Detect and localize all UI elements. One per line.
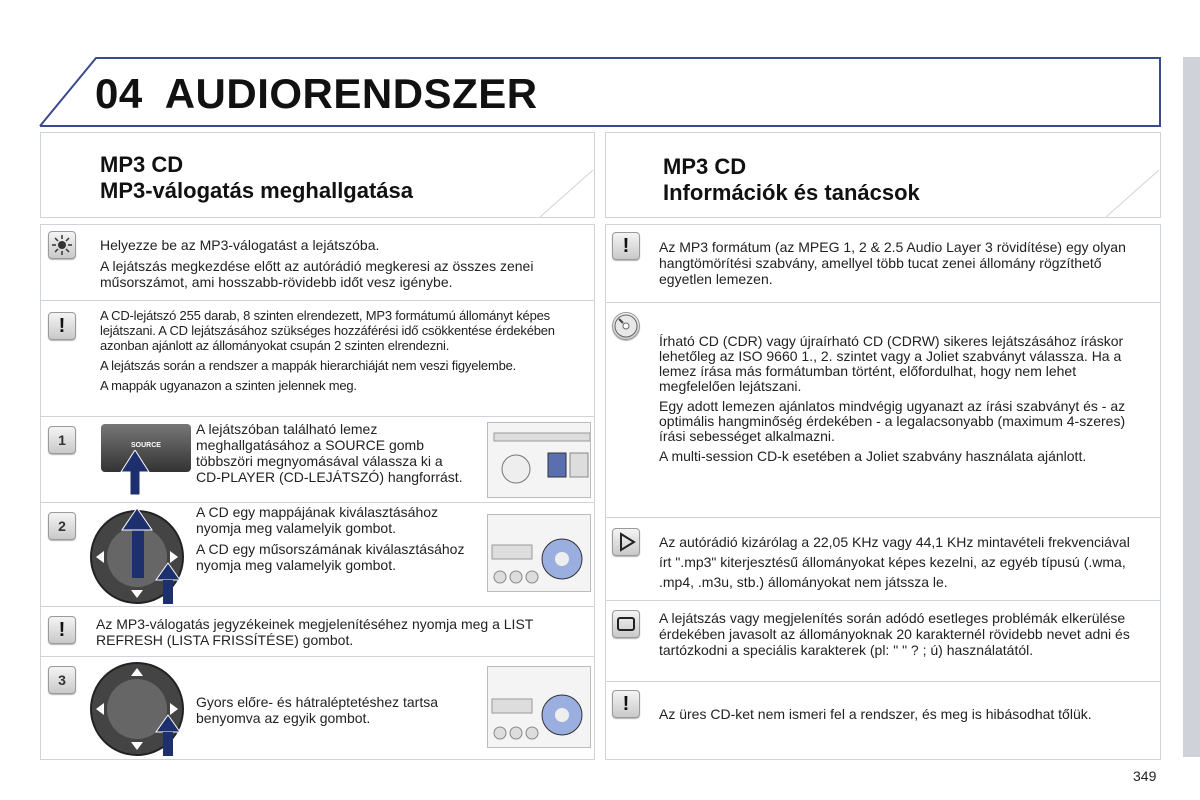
left-row1-text [100,237,570,295]
right-title-corner [1096,170,1160,218]
radio-unit-illustration [487,422,591,498]
step1-text: A lejátszóban található lemez meghallgatásához a SOURCE gomb többszöri megnyomásával válassza ki a CD-PLAYER (CD-LEJÁTSZÓ) hangforrást. [196,421,463,485]
play-triangle-glyph [613,529,639,555]
exclamation-icon [48,616,76,644]
step2-text2: A CD egy műsorszámának kiválasztásához nyomja meg valamelyik gombot. [196,541,465,573]
left-section-title [100,152,413,204]
divider [605,517,1161,518]
right-row2-text [659,334,1149,469]
exclamation-icon [48,312,76,340]
radio-unit-illustration [487,514,591,592]
exclamation-icon [612,232,640,260]
chapter-title: AUDIORENDSZER [164,70,538,117]
divider [605,302,1161,303]
sun-bulb-icon [48,231,76,259]
right-title-line1: MP3 CD [663,154,747,179]
right-row2-p2: Egy adott lemezen ajánlatos mindvégig ugyanazt az írási szabványt és - az optimális hangminőség érdekében - a legalacsonyabb (maximum 4-szeres) írási sebességet alkalmazni. [659,398,1126,444]
right-content-panel [605,224,1161,760]
left-title-corner [530,170,594,218]
source-button-illustration: SOURCE [101,424,191,472]
direction-pad-illustration [88,660,186,758]
left-row1-p1: Helyezze be az MP3-válogatást a lejátszóba. [100,237,380,253]
right-row3-text: Az autórádió kizárólag a 22,05 KHz vagy 44,1 KHz mintavételi frekvenciával írt ".mp3" kiterjesztésű állományokat képes kezelni, az egyéb típusú (.wma, .mp4, .m3u, stb.) állományokat nem játssza le. [659,534,1130,590]
right-row5-text: Az üres CD-ket nem ismeri fel a rendszer, és meg is hibásodhat tőlük. [659,706,1092,722]
step2-text1: A CD egy mappájának kiválasztásához nyomja meg valamelyik gombot. [196,504,439,536]
sidebar-tab [1183,57,1200,757]
cd-disc-glyph [613,313,639,339]
right-row2-p1: Írható CD (CDR) vagy újraírható CD (CDRW) sikeres lejátszásához íráskor lehetőleg az ISO 9660 1., 2. szintet vagy a Joliet szabványt válassza. Ha a lemez írása más formátumban történt, előfordulhat, hogy nem lehet megfelelően lejátszani. [659,333,1124,394]
step-number-badge: 3 [48,666,76,694]
screen-glyph [613,611,639,637]
left-title-line2: MP3-válogatás meghallgatása [100,178,414,203]
play-triangle-icon [612,528,640,556]
direction-pad-illustration [88,508,186,606]
press-arrow-icon [120,450,150,496]
divider [605,681,1161,682]
sun-bulb-glyph [49,232,75,258]
chapter-number: 04 [95,70,143,117]
right-row4-text: A lejátszás vagy megjelenítés során adódó esetleges problémák elkerülése érdekében javasolt az állományoknak 20 karakternél rövidebb nevet adni és tartózkodni a speciális karakterek (pl: " " ? ; ú) használatától. [659,610,1130,658]
radio-unit-drawing [488,515,590,591]
page-number: 349 [1133,768,1157,784]
divider [40,416,595,417]
step3-text: Gyors előre- és hátraléptetéshez tartsa benyomva az egyik gombot. [196,694,439,726]
step-number-badge: 2 [48,512,76,540]
left-row2-text [100,308,580,398]
right-row1-text: Az MP3 formátum (az MPEG 1, 2 & 2.5 Audio Layer 3 rövidítése) egy olyan hangtömörítési szabvány, amellyel több tucat zenei állomány rögzíthető egyetlen lemezen. [659,239,1126,287]
left-row2-p1: A CD-lejátszó 255 darab, 8 szinten elrendezett, MP3 formátumú állományt képes lejátszani. A CD lejátszásához szükséges hozzáférési idő csökkentése érdekében azonban ajánlott az állományokat csupán 2 szinten elrendezni. [100,308,555,353]
right-row2-p3: A multi-session CD-k esetében a Joliet szabvány használata ajánlott. [659,448,1087,464]
step2-text [196,504,466,578]
left-title-line1: MP3 CD [100,152,184,177]
radio-unit-drawing [488,667,590,747]
cd-disc-icon [612,312,640,340]
left-row2-p3: A mappák ugyanazon a szinten jelennek meg. [100,378,357,393]
divider [40,656,595,657]
right-title-line2: Információk és tanácsok [663,180,920,205]
divider [605,600,1161,601]
left-row2-p2: A lejátszás során a rendszer a mappák hierarchiáját nem veszi figyelembe. [100,358,517,373]
divider [40,606,595,607]
left-row3-text: Az MP3-válogatás jegyzékeinek megjelenítéséhez nyomja meg a LIST REFRESH (LISTA FRISSÍTÉSE) gombot. [96,616,534,648]
left-row1-p2: A lejátszás megkezdése előtt az autórádió megkeresi az összes zenei műsorszámot, ami hosszabb-rövidebb időt vesz igénybe. [100,258,534,290]
page-title [95,70,560,118]
exclamation-icon [612,690,640,718]
divider [40,300,595,301]
screen-icon [612,610,640,638]
radio-unit-illustration [487,666,591,748]
step-number-badge: 1 [48,426,76,454]
radio-unit-drawing [488,423,590,497]
divider [40,502,595,503]
right-section-title [663,154,920,206]
